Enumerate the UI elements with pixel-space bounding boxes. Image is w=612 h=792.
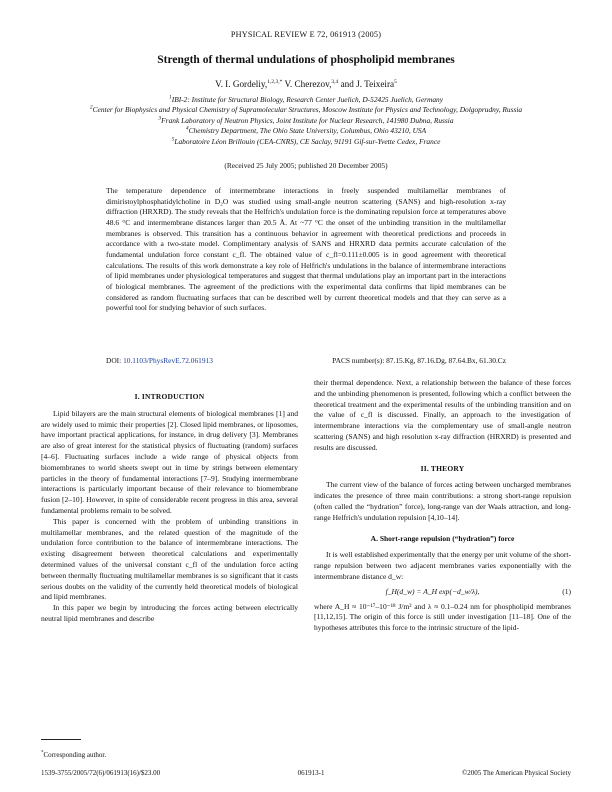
affiliation-list <box>40 95 572 147</box>
doi-line <box>106 356 213 365</box>
paragraph: where A_H ≈ 10⁻¹⁷–10⁻¹⁸ J/m² and λ ≈ 0.1–0.24 nm for phospholipid membranes [11,12,15]. The origin of this force is still under investigation [11–18]. One of the hypotheses attributes this force to the intrinsic structure of the lipid- <box>314 601 571 633</box>
section-heading-theory: II. THEORY <box>420 463 465 473</box>
doi-pacs-row <box>106 356 506 365</box>
affiliation-number: 1 <box>168 94 172 101</box>
affiliation <box>40 116 572 126</box>
left-column <box>41 392 298 625</box>
paragraph: The current view of the balance of forces acting between uncharged membranes indicates the presence of three main contributions: a strong short-range repulsion (often called the “hydration” force), long-range van der Waals attraction, and long-range Helfrich's undulation repulsion [4,10–14]. <box>314 480 571 522</box>
footer-issn: 1539-3755/2005/72(6)/061913(16)/$23.00 <box>41 769 161 777</box>
affiliation-text: Laboratoire Léon Brillouin (CEA-CNRS), CE Saclay, 91191 Gif-sur-Yvette Cedex, France <box>174 136 441 146</box>
affiliation-number: 4 <box>185 125 189 132</box>
affiliation-text: IBI-2: Institute for Structural Biology, Research Center Juelich, D-52425 Juelich, Germany <box>171 95 444 104</box>
equation-body: f_H(d_w) = A_H exp(−d_w/λ), <box>385 586 480 596</box>
author-affiliation-mark: 3,4 <box>331 78 339 85</box>
equation-1 <box>314 587 571 598</box>
doi-link[interactable]: 10.1103/PhysRevE.72.061913 <box>123 356 213 365</box>
running-head: PHYSICAL REVIEW E 72, 061913 (2005) <box>230 30 382 39</box>
right-column <box>314 378 571 634</box>
footnote-mark: * <box>41 750 44 756</box>
affiliation-number: 5 <box>171 136 175 143</box>
paragraph: Lipid bilayers are the main structural elements of biological membranes [1] and are widely used to mimic their properties [2]. Closed lipid membranes, or liposomes, have important practical applications, for instance, in drug delivery [3]. Membranes are also of great interest for the statistical physics of fluctuating (random) surfaces [4–6]. Fluctuating surfaces include a wide range of physical objects from biomembranes to world sheets swept out in time by strings between elementary particles in the theory of fundamental interactions [7–9]. Studying intermembrane interactions is particularly important because of their relevance to biomembrane fusion [2–10]. However, in spite of considerable recent progress in this area, several fundamental problems remain to be solved. <box>41 408 298 515</box>
author-list <box>0 79 612 89</box>
author-affiliation-mark: 1,2,3,* <box>267 78 283 85</box>
paragraph: their thermal dependence. Next, a relationship between the balance of these forces and the unbinding phenomenon is presented, following which a conflict between the theoretical treatment and the experimental results of the unbinding transition and on the value of c_fl is discussed. Finally, an approach to the investigation of intermembrane interactions via the complementary use of small-angle neutron scattering (SANS) and high resolution x-ray diffraction (HRXRD) is presented and results are discussed. <box>314 378 571 452</box>
doi-label: DOI: <box>106 356 122 365</box>
affiliation-text: Chemistry Department, The Ohio State University, Columbus, Ohio 43210, USA <box>188 126 427 136</box>
paragraph: In this paper we begin by introducing the forces acting between electrically neutral lipid membranes and describe <box>41 603 298 623</box>
affiliation-text: Frank Laboratory of Neutron Physics, Joint Institute for Nuclear Research, 141980 Dubna, Russia <box>161 115 454 125</box>
footer-copyright: ©2005 The American Physical Society <box>461 769 571 777</box>
author-name: and J. Teixeira <box>340 79 395 89</box>
affiliation <box>40 95 572 105</box>
affiliation-number: 2 <box>89 104 93 111</box>
abstract: The temperature dependence of intermembrane interactions in freely suspended multilamellar membranes of dimiristoylphosphatidylcholine in D₂O was studied using small-angle neutron scattering (SANS) and high-resolution x-ray diffraction (HRXRD). The study reveals that the Helfrich's undulation force is the dominating repulsion force at temperatures above 48.6 °C and intermembrane distances larger than 20.5 Å. At ~77 °C the onset of the unbinding transition in the multilamellar membranes is observed. This transition has a continuous behavior in agreement with theoretical predictions and proceeds in accordance with a two-state model. Complimentary analysis of SANS and HRXRD data permits accurate calculation of the fundamental undulation force constant c_fl. The obtained value of c_fl=0.111±0.005 is in good agreement with theoretical calculations. The results of this work demonstrate a key role of Helfrich's undulations in the balance of intermembrane interactions of lipid membranes under physiological temperatures and suggest that thermal undulations play an important part in the interactions of biological membranes. The agreement of the predictions with the experimental data confirms that lipid membranes can be considered as random fluctuating surfaces that can be described well by current theoretical models and that they can serve as a powerful tool for studying behavior of such surfaces. <box>106 186 506 313</box>
section-heading-introduction: I. INTRODUCTION <box>134 392 205 401</box>
pacs-numbers: PACS number(s): 87.15.Kg, 87.16.Dg, 87.64.Bx, 61.30.Cz <box>332 356 506 365</box>
subsection-heading-short-range-repulsion: A. Short-range repulsion (“hydration”) force <box>370 533 515 543</box>
affiliation <box>40 126 572 136</box>
paragraph: This paper is concerned with the problem of unbinding transitions in multilamellar membranes, and the related question of the magnitude of the undulation force contribution to the balance of intermembrane interactions. The existing disagreement between theoretical calculations and experimentally determined values of the universal constant c_fl of the undulation force acting between thermally fluctuating multilamellar membranes is so significant that it casts serious doubts on the validity of the currently held theoretical models of biological and lipid membranes. <box>41 516 298 602</box>
footnote <box>41 751 298 759</box>
article-title: Strength of thermal undulations of phospholipid membranes <box>157 54 455 66</box>
paragraph: It is well established experimentally that the energy per unit volume of the short-range repulsion between two adjacent membranes varies exponentially with the intermembrane distance d_w: <box>314 550 571 581</box>
author-affiliation-mark: 5 <box>394 78 397 85</box>
footer-page-number: 061913-1 <box>297 769 325 777</box>
affiliation-number: 3 <box>158 115 162 122</box>
footnote-rule <box>41 739 81 740</box>
equation-number: (1) <box>562 586 571 596</box>
author-name: V. Cherezov, <box>284 79 332 89</box>
affiliation <box>40 137 572 147</box>
affiliation-text: Center for Biophysics and Physical Chemistry of Supramolecular Structures, Moscow Institute for Physics and Technology, Dolgoprudny, Russia <box>92 105 523 115</box>
author-name: V. I. Gordeliy, <box>215 79 268 89</box>
received-dates: (Received 25 July 2005; published 20 December 2005) <box>224 161 388 170</box>
page-footer <box>41 769 571 777</box>
footnote-text: Corresponding author. <box>43 751 107 759</box>
affiliation <box>40 105 572 115</box>
